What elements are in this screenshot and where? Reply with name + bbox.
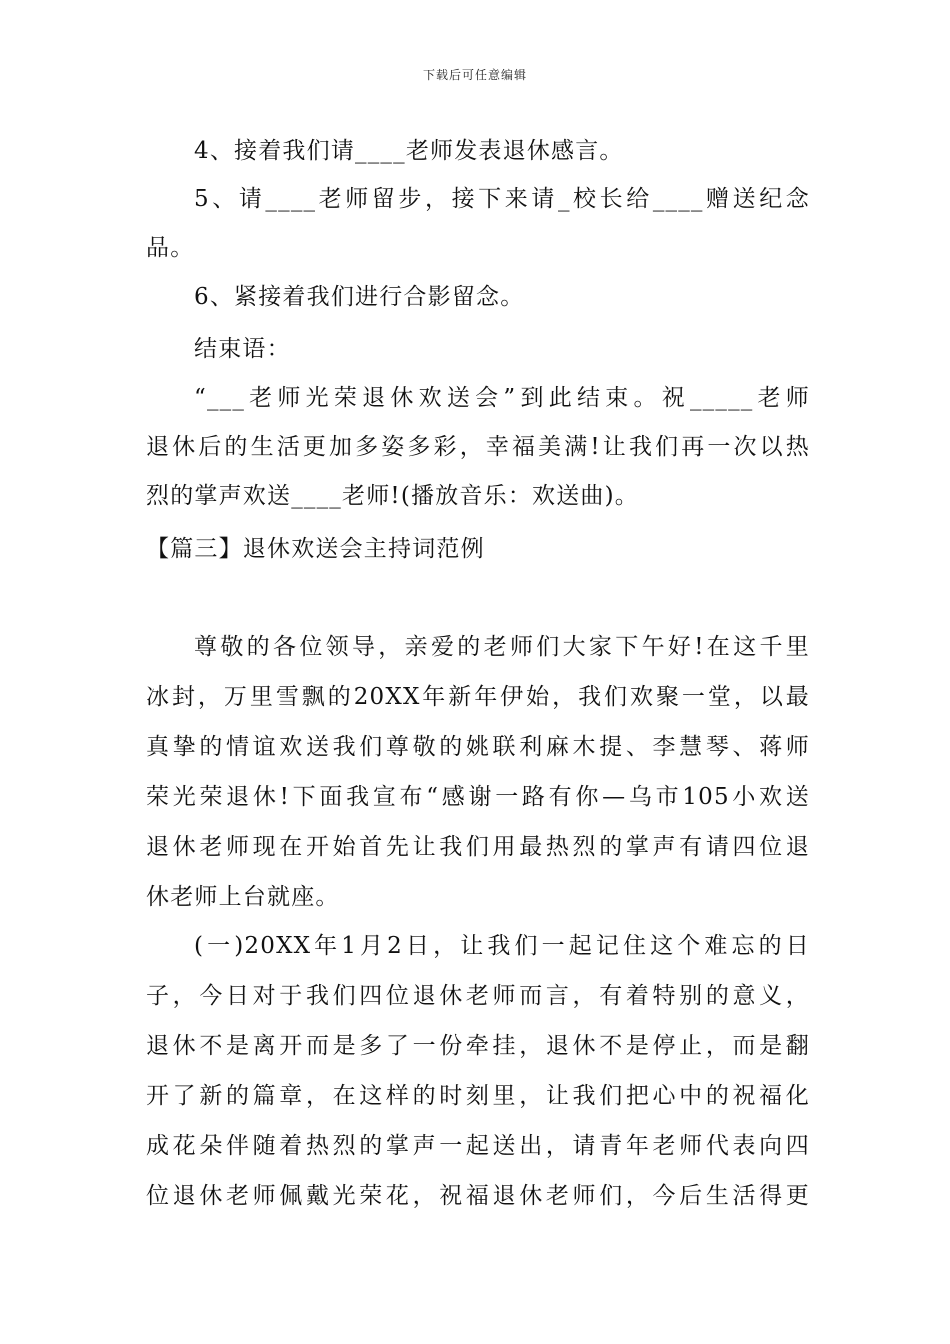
- closing-heading: 结束语：: [194, 336, 291, 362]
- text-line-item-5: 5、请____老师留步，接下来请_校长给____赠送纪念: [194, 186, 810, 212]
- text-line-closing-1: “___老师光荣退休欢送会”到此结束。祝_____老师: [194, 385, 810, 411]
- text-line-item-6: 6、紧接着我们进行合影留念。: [194, 284, 525, 310]
- page-header-note: 下载后可任意编辑: [422, 68, 527, 82]
- text-line-item-4: 4、接着我们请____老师发表退休感言。: [194, 138, 624, 164]
- text-line-opening-3: 真挚的情谊欢送我们尊敬的姚联利麻木提、李慧琴、蒋师: [146, 734, 810, 760]
- text-line-opening-5: 退休老师现在开始首先让我们用最热烈的掌声有请四位退: [146, 834, 810, 860]
- text-line-item-5-continued: 品。: [146, 235, 195, 261]
- text-line-closing-3: 烈的掌声欢送____老师!(播放音乐：欢送曲)。: [146, 483, 639, 509]
- text-line-opening-4: 荣光荣退休!下面我宣布“感谢一路有你—乌市105小欢送: [146, 784, 810, 810]
- section-title-part-three: 【篇三】退休欢送会主持词范例: [146, 536, 485, 562]
- text-line-opening-2: 冰封，万里雪飘的20XX年新年伊始，我们欢聚一堂，以最: [146, 684, 810, 710]
- text-line-part-one-4: 开了新的篇章，在这样的时刻里，让我们把心中的祝福化: [146, 1083, 810, 1109]
- text-line-part-one-2: 子，今日对于我们四位退休老师而言，有着特别的意义，: [146, 983, 810, 1009]
- text-line-opening-6: 休老师上台就座。: [146, 884, 340, 910]
- text-line-part-one-3: 退休不是离开而是多了一份牵挂，退休不是停止，而是翻: [146, 1033, 810, 1059]
- text-line-opening-1: 尊敬的各位领导，亲爱的老师们大家下午好!在这千里: [194, 634, 810, 660]
- text-line-part-one-6: 位退休老师佩戴光荣花，祝福退休老师们，今后生活得更: [146, 1183, 810, 1209]
- text-line-part-one-1: (一)20XX年1月2日，让我们一起记住这个难忘的日: [194, 933, 810, 959]
- text-line-closing-2: 退休后的生活更加多姿多彩，幸福美满!让我们再一次以热: [146, 434, 810, 460]
- text-line-part-one-5: 成花朵伴随着热烈的掌声一起送出，请青年老师代表向四: [146, 1133, 810, 1159]
